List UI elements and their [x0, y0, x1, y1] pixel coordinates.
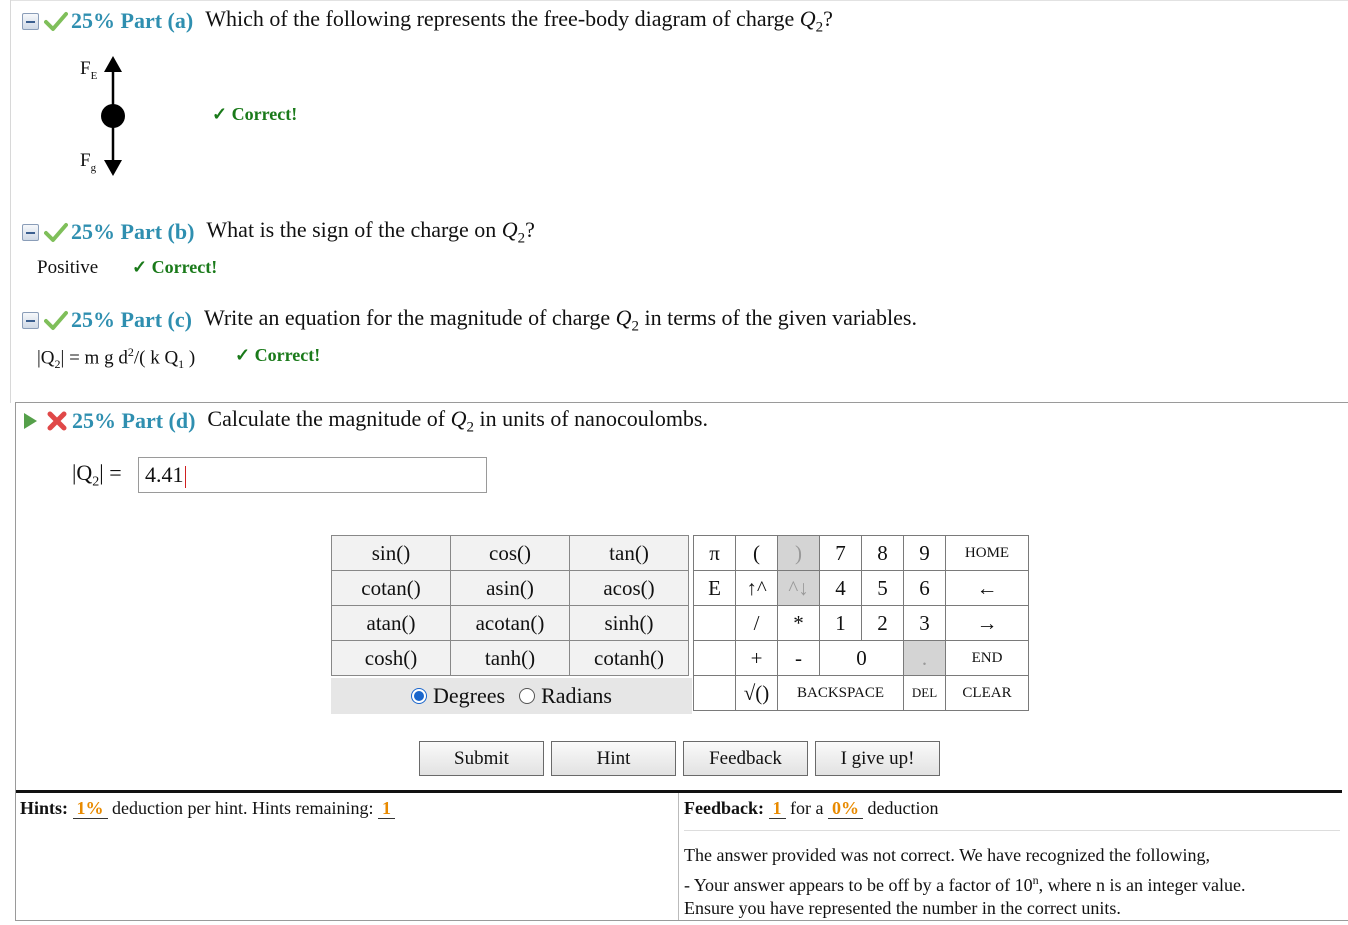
left-border — [10, 0, 11, 403]
feedback-line-3: Ensure you have represented the number in the correct units. — [684, 898, 1121, 918]
key-6[interactable]: 6 — [904, 571, 946, 606]
key-asin[interactable]: asin() — [451, 571, 570, 606]
hints-feedback-divider — [678, 793, 679, 921]
hints-divider — [16, 790, 1342, 793]
key-cos[interactable]: cos() — [451, 536, 570, 571]
key-0[interactable]: 0 — [820, 641, 904, 676]
key-3[interactable]: 3 — [904, 606, 946, 641]
degrees-label: Degrees — [433, 683, 506, 708]
free-body-diagram — [70, 54, 140, 182]
radians-radio[interactable] — [519, 688, 535, 704]
key-decimal[interactable]: . — [904, 641, 946, 676]
key-1[interactable]: 1 — [820, 606, 862, 641]
answer-label: $|Q_2|$ = — [72, 460, 122, 490]
key-9[interactable]: 9 — [904, 536, 946, 571]
collapse-icon[interactable] — [22, 224, 39, 241]
key-acotan[interactable]: acotan() — [451, 606, 570, 641]
hints-label: Hints: — [20, 798, 69, 818]
part-b-header — [22, 217, 535, 247]
key-2[interactable]: 2 — [862, 606, 904, 641]
part-b-question: What is the sign of the charge on $Q_2$? — [206, 216, 535, 247]
feedback-message — [684, 843, 1344, 921]
key-sin[interactable]: sin() — [332, 536, 451, 571]
expand-icon[interactable] — [24, 413, 37, 429]
collapse-icon[interactable] — [22, 312, 39, 329]
key-home[interactable]: HOME — [946, 536, 1029, 571]
key-minus[interactable]: - — [778, 641, 820, 676]
part-d-header — [22, 406, 708, 436]
feedback-line-2: - Your answer appears to be off by a factor of 10$^n$, where n is an integer value. — [684, 873, 1246, 895]
key-right-arrow[interactable]: → — [946, 606, 1029, 641]
part-b-correct: ✓ Correct! — [132, 257, 218, 277]
key-cotan[interactable]: cotan() — [332, 571, 451, 606]
hints-remaining: 1 — [378, 798, 395, 819]
part-c-header — [22, 305, 917, 335]
answer-input[interactable]: 4.41 — [138, 457, 487, 493]
hint-button[interactable]: Hint — [551, 741, 676, 776]
bottom-border — [16, 920, 1348, 921]
check-icon — [44, 309, 68, 331]
numeric-keypad — [693, 535, 1029, 711]
key-sinh[interactable]: sinh() — [570, 606, 689, 641]
key-blank — [694, 606, 736, 641]
key-del[interactable]: DEL — [904, 676, 946, 711]
function-keypad — [331, 535, 689, 676]
feedback-row — [684, 798, 938, 819]
key-divide[interactable]: / — [736, 606, 778, 641]
key-sqrt[interactable]: √() — [736, 676, 778, 711]
key-4[interactable]: 4 — [820, 571, 862, 606]
feedback-separator — [684, 830, 1340, 831]
give-up-button[interactable]: I give up! — [815, 741, 940, 776]
key-clear[interactable]: CLEAR — [946, 676, 1029, 711]
radians-label: Radians — [541, 683, 612, 708]
key-cotanh[interactable]: cotanh() — [570, 641, 689, 676]
key-blank — [694, 676, 736, 711]
key-plus[interactable]: + — [736, 641, 778, 676]
feedback-text-end: deduction — [867, 798, 939, 818]
key-left-arrow[interactable]: ← — [946, 571, 1029, 606]
hints-text: deduction per hint. Hints remaining: — [112, 798, 374, 818]
check-icon — [44, 221, 68, 243]
key-cosh[interactable]: cosh() — [332, 641, 451, 676]
force-electric-label: $F_E$ — [80, 58, 98, 82]
part-d-percent: 25% Part (d) — [72, 408, 196, 433]
feedback-text-mid: for a — [790, 798, 824, 818]
collapse-icon[interactable] — [22, 13, 39, 30]
key-5[interactable]: 5 — [862, 571, 904, 606]
part-b-percent: 25% Part (b) — [71, 219, 195, 244]
key-subscript[interactable]: ^↓ — [778, 571, 820, 606]
force-gravity-label: $F_g$ — [80, 150, 97, 174]
hints-row — [20, 798, 395, 819]
feedback-label: Feedback: — [684, 798, 764, 818]
key-multiply[interactable]: * — [778, 606, 820, 641]
feedback-deduction: 0% — [828, 798, 863, 819]
part-d-question: Calculate the magnitude of $Q_2$ in units of nanocoulombs. — [207, 405, 708, 436]
key-end[interactable]: END — [946, 641, 1029, 676]
part-b-answer: Positive — [37, 257, 99, 278]
part-a-correct: ✓ Correct! — [212, 104, 298, 124]
key-acos[interactable]: acos() — [570, 571, 689, 606]
submit-button[interactable]: Submit — [419, 741, 544, 776]
check-icon — [44, 10, 68, 32]
key-close-paren[interactable]: ) — [778, 536, 820, 571]
part-a-percent: 25% Part (a) — [71, 8, 194, 33]
key-atan[interactable]: atan() — [332, 606, 451, 641]
hint-deduction: 1% — [73, 798, 108, 819]
key-pi[interactable]: π — [694, 536, 736, 571]
key-superscript[interactable]: ↑^ — [736, 571, 778, 606]
part-c-correct: ✓ Correct! — [235, 345, 321, 365]
part-c-percent: 25% Part (c) — [71, 307, 192, 332]
key-8[interactable]: 8 — [862, 536, 904, 571]
feedback-button[interactable]: Feedback — [683, 741, 808, 776]
part-c-question: Write an equation for the magnitude of charge $Q_2$ in terms of the given variables. — [203, 304, 917, 335]
part-c-answer: $|Q_2| = m$ g $d^2/$( k $Q_1$ ) — [37, 345, 196, 372]
top-border — [10, 0, 1348, 1]
feedback-line-1: The answer provided was not correct. We have recognized the following, — [684, 845, 1211, 865]
part-a-header — [22, 6, 833, 36]
feedback-count: 1 — [769, 798, 786, 819]
key-tan[interactable]: tan() — [570, 536, 689, 571]
key-7[interactable]: 7 — [820, 536, 862, 571]
key-e[interactable]: E — [694, 571, 736, 606]
angle-mode — [331, 678, 692, 714]
degrees-radio[interactable] — [411, 688, 427, 704]
x-icon — [45, 410, 69, 432]
part-a-question: Which of the following represents the free-body diagram of charge $Q_2$? — [205, 5, 833, 36]
key-blank — [694, 641, 736, 676]
key-backspace[interactable]: BACKSPACE — [778, 676, 904, 711]
key-tanh[interactable]: tanh() — [451, 641, 570, 676]
key-open-paren[interactable]: ( — [736, 536, 778, 571]
